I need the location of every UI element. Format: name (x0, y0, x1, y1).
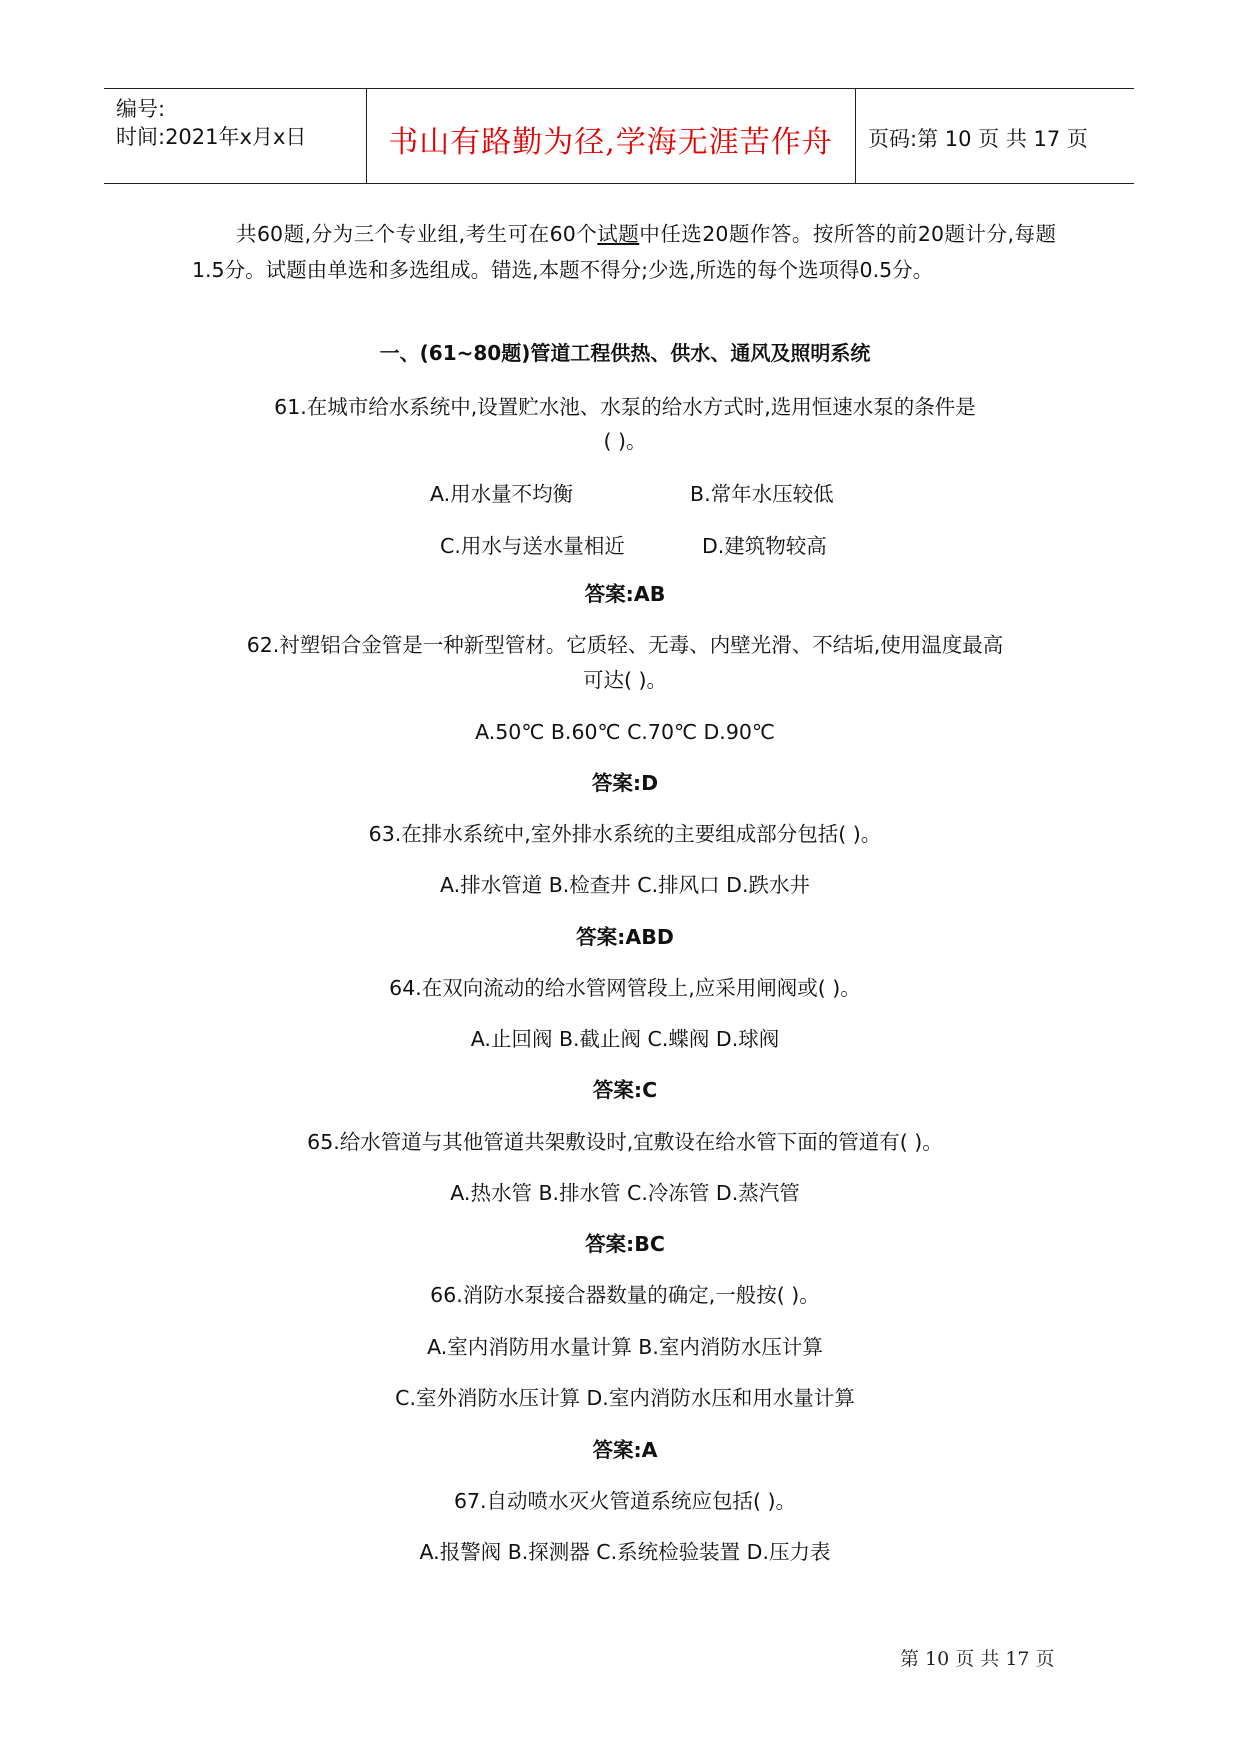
question-62-text-continued: 可达( )。 (582, 668, 667, 692)
instructions-text: 中任选20题作答。按所答的前20题计分,每题1.5分。试题由单选和多选组成。错选,本题不得分;少选,所选的每个选项得0.5分。 (192, 222, 1057, 282)
options-66-first-row: A.室内消防用水量计算 B.室内消防水压计算 (427, 1335, 823, 1359)
answer-63: 答案:ABD (576, 925, 674, 949)
instructions-underlined-word: 试题 (597, 222, 640, 246)
header-page-info: 页码:第 10 页 共 17 页 (868, 127, 1088, 151)
answer-66: 答案:A (592, 1438, 658, 1462)
instructions-text: 共60题,分为三个专业组,考生可在60个 (236, 222, 598, 246)
question-64-text: 64.在双向流动的给水管网管段上,应采用闸阀或( )。 (389, 976, 861, 1000)
answer-64: 答案:C (592, 1078, 658, 1102)
question-61-text: 61.在城市给水系统中,设置贮水池、水泵的给水方式时,选用恒速水泵的条件是 (274, 395, 976, 419)
option-61-b: B.常年水压较低 (690, 482, 834, 506)
page-footer: 第 10 页 共 17 页 (900, 1648, 1055, 1670)
option-61-d: D.建筑物较高 (702, 534, 827, 558)
options-64: A.止回阀 B.截止阀 C.蝶阀 D.球阀 (470, 1027, 780, 1051)
question-67-text: 67.自动喷水灭火管道系统应包括( )。 (453, 1489, 797, 1513)
header-divider (855, 89, 856, 183)
exam-instructions (192, 216, 1056, 288)
answer-62: 答案:D (591, 771, 659, 795)
answer-65: 答案:BC (585, 1232, 665, 1256)
option-61-a: A.用水量不均衡 (430, 482, 574, 506)
question-61-text-continued: ( )。 (603, 429, 647, 453)
document-time-label: 时间:2021年x月x日 (116, 125, 307, 149)
question-65-text: 65.给水管道与其他管道共架敷设时,宜敷设在给水管下面的管道有( )。 (307, 1130, 943, 1154)
options-63: A.排水管道 B.检查井 C.排风口 D.跌水井 (440, 873, 810, 897)
answer-61: 答案:AB (584, 582, 666, 606)
options-67: A.报警阀 B.探测器 C.系统检验装置 D.压力表 (419, 1540, 831, 1564)
options-66-second-row: C.室外消防水压计算 D.室内消防水压和用水量计算 (395, 1386, 855, 1410)
question-66-text: 66.消防水泵接合器数量的确定,一般按( )。 (430, 1283, 820, 1307)
question-63-text: 63.在排水系统中,室外排水系统的主要组成部分包括( )。 (368, 822, 882, 846)
header-motto: 书山有路勤为径,学海无涯苦作舟 (388, 125, 833, 160)
question-62-text: 62.衬塑铝合金管是一种新型管材。它质轻、无毒、内壁光滑、不结垢,使用温度最高 (246, 633, 1004, 657)
document-number-label: 编号: (116, 97, 166, 121)
option-61-c: C.用水与送水量相近 (440, 534, 625, 558)
options-65: A.热水管 B.排水管 C.冷冻管 D.蒸汽管 (450, 1181, 800, 1205)
options-62: A.50℃ B.60℃ C.70℃ D.90℃ (475, 720, 775, 744)
page-header (104, 88, 1134, 184)
section-title: 一、(61~80题)管道工程供热、供水、通风及照明系统 (379, 341, 871, 365)
